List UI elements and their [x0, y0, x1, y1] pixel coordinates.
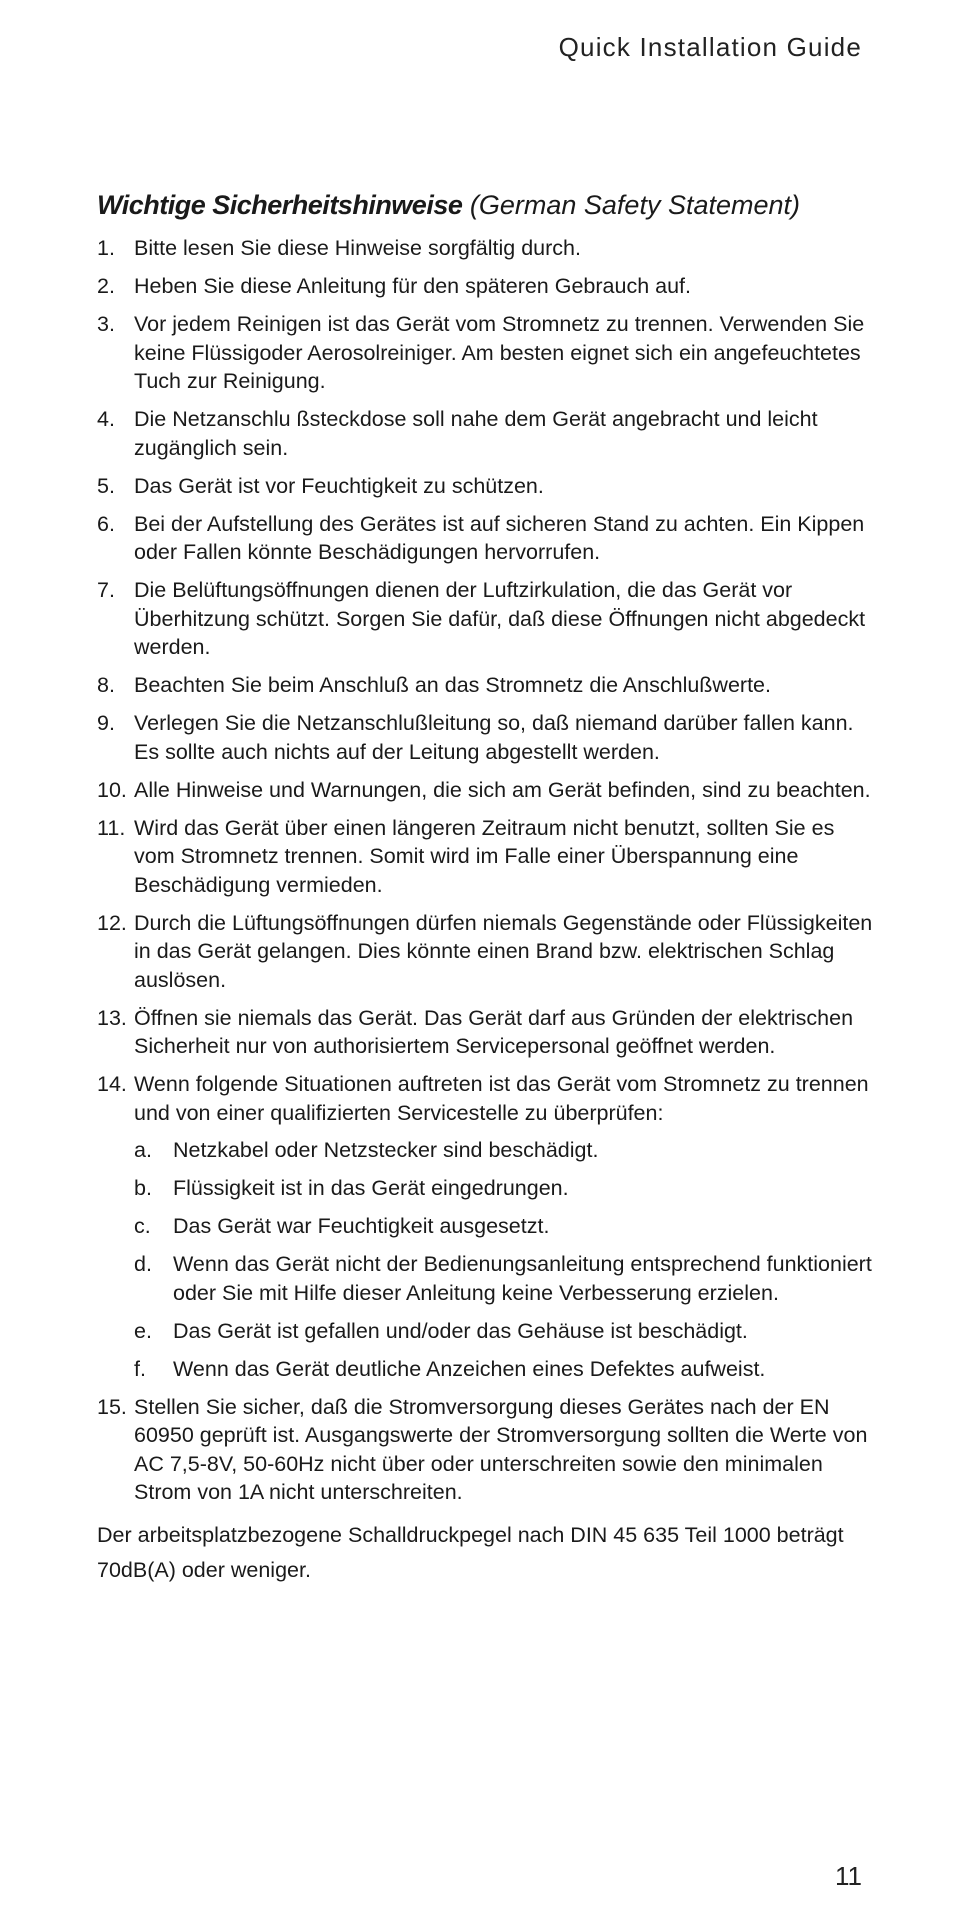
sublist-item-letter: f.: [134, 1356, 146, 1381]
sublist-item-text: Wenn das Gerät nicht der Bedienungsanleitung entsprechend funktioniert oder Sie mit Hilfe dieser Anleitung keine Verbesserung erzielen.: [173, 1252, 872, 1305]
list-item-13: [97, 1004, 877, 1061]
list-item-14: [97, 1070, 877, 1383]
section-title: [97, 188, 877, 222]
list-item-number: 14.: [97, 1072, 127, 1096]
sublist-item-text: Das Gerät ist gefallen und/oder das Gehäuse ist beschädigt.: [173, 1318, 748, 1343]
sublist-item-c: [134, 1212, 877, 1241]
situations-sublist: [134, 1136, 877, 1383]
list-item-number: 7.: [97, 578, 115, 602]
sublist-item-text: Das Gerät war Feuchtigkeit ausgesetzt.: [173, 1214, 550, 1238]
list-item-text: Die Netzanschlu ßsteckdose soll nahe dem Gerät angebracht und leicht zugänglich sein.: [134, 407, 818, 460]
list-item-number: 8.: [97, 673, 115, 697]
list-item-6: [97, 510, 877, 567]
list-item-text: Öffnen sie niemals das Gerät. Das Gerät darf aus Gründen der elektrischen Sicherheit nur von authorisiertem Servicepersonal geöffnet werden.: [134, 1005, 854, 1058]
sublist-item-text: Flüssigkeit ist in das Gerät eingedrungen.: [173, 1176, 569, 1200]
list-item-number: 2.: [97, 274, 115, 298]
sublist-item-d: [134, 1250, 877, 1307]
sublist-item-text: Netzkabel oder Netzstecker sind beschädigt.: [173, 1138, 599, 1162]
list-item-text: Heben Sie diese Anleitung für den späteren Gebrauch auf.: [134, 274, 691, 298]
list-item-number: 9.: [97, 711, 115, 735]
sublist-item-b: [134, 1174, 877, 1203]
list-item-text: Bitte lesen Sie diese Hinweise sorgfältig durch.: [134, 236, 581, 260]
list-item-10: [97, 776, 877, 805]
noise-level-note: Der arbeitsplatzbezogene Schalldruckpegel nach DIN 45 635 Teil 1000 beträgt 70dB(A) oder weniger.: [97, 1522, 844, 1582]
safety-instructions-list: [97, 234, 877, 1507]
list-item-number: 10.: [97, 777, 127, 802]
sublist-item-f: [134, 1355, 877, 1384]
running-header-title: Quick Installation Guide: [558, 32, 862, 62]
sublist-item-letter: b.: [134, 1176, 152, 1200]
sublist-item-letter: a.: [134, 1138, 152, 1162]
list-item-9: [97, 709, 877, 766]
list-item-15: [97, 1393, 877, 1507]
section-title-german: Wichtige Sicherheitshinweise: [97, 190, 463, 220]
list-item-7: [97, 576, 877, 662]
list-item-number: 6.: [97, 511, 115, 536]
list-item-text: Wird das Gerät über einen längeren Zeitraum nicht benutzt, sollten Sie es vom Stromnetz trennen. Somit wird im Falle einer Überspannung eine Beschädigung vermieden.: [134, 815, 835, 897]
sublist-item-letter: d.: [134, 1252, 152, 1276]
list-item-text: Vor jedem Reinigen ist das Gerät vom Stromnetz zu trennen. Verwenden Sie keine Flüssigoder Aerosolreiniger. Am besten eignet sich ein angefeuchtetes Tuch zur Reinigung.: [134, 312, 865, 393]
list-item-text: Bei der Aufstellung des Gerätes ist auf sicheren Stand zu achten. Ein Kippen oder Fallen könnte Beschädigungen hervorrufen.: [134, 511, 865, 564]
sublist-item-a: [134, 1136, 877, 1165]
list-item-text: Das Gerät ist vor Feuchtigkeit zu schützen.: [134, 473, 544, 498]
list-item-number: 5.: [97, 473, 115, 498]
list-item-number: 4.: [97, 407, 115, 431]
list-item-number: 13.: [97, 1005, 127, 1030]
list-item-11: [97, 814, 877, 900]
list-item-text: Alle Hinweise und Warnungen, die sich am Gerät befinden, sind zu beachten.: [134, 777, 871, 802]
main-content: [97, 188, 877, 1609]
list-item-4: [97, 405, 877, 462]
sublist-item-letter: e.: [134, 1318, 152, 1343]
section-title-english: (German Safety Statement): [469, 190, 801, 220]
list-item-text: Wenn folgende Situationen auftreten ist das Gerät vom Stromnetz zu trennen und von einer qualifizierten Servicestelle zu überprüfen:: [134, 1072, 869, 1125]
list-item-number: 12.: [97, 910, 127, 935]
list-item-text: Stellen Sie sicher, daß die Stromversorgung dieses Gerätes nach der EN 60950 geprüft ist. Ausgangswerte der Stromversorgung sollten die Werte von AC 7,5-8V, 50-60Hz nicht über oder unterschreiten sowie den minimalen Strom von 1A nicht unterschreiten.: [134, 1394, 868, 1504]
list-item-text: Verlegen Sie die Netzanschlußleitung so, daß niemand darüber fallen kann. Es sollte auch nichts auf der Leitung abgestellt werden.: [134, 711, 854, 764]
list-item-1: [97, 234, 877, 263]
list-item-2: [97, 272, 877, 301]
sublist-item-text: Wenn das Gerät deutliche Anzeichen eines Defektes aufweist.: [173, 1356, 766, 1381]
page-number: 11: [835, 1861, 862, 1891]
list-item-number: 15.: [97, 1394, 127, 1419]
list-item-12: [97, 909, 877, 995]
list-item-8: [97, 671, 877, 700]
list-item-5: [97, 472, 877, 501]
list-item-text: Die Belüftungsöffnungen dienen der Luftzirkulation, die das Gerät vor Überhitzung schützt. Sorgen Sie dafür, daß diese Öffnungen nicht abgedeckt werden.: [134, 578, 866, 659]
list-item-3: [97, 310, 877, 396]
list-item-number: 11.: [97, 815, 126, 840]
list-item-number: 3.: [97, 312, 115, 336]
list-item-text: Durch die Lüftungsöffnungen dürfen niemals Gegenstände oder Flüssigkeiten in das Gerät gelangen. Dies könnte einen Brand bzw. elektrischen Schlag auslösen.: [134, 910, 873, 992]
sublist-item-e: [134, 1317, 877, 1346]
list-item-number: 1.: [97, 236, 115, 260]
sublist-item-letter: c.: [134, 1214, 151, 1238]
list-item-text: Beachten Sie beim Anschluß an das Stromnetz die Anschlußwerte.: [134, 673, 771, 697]
